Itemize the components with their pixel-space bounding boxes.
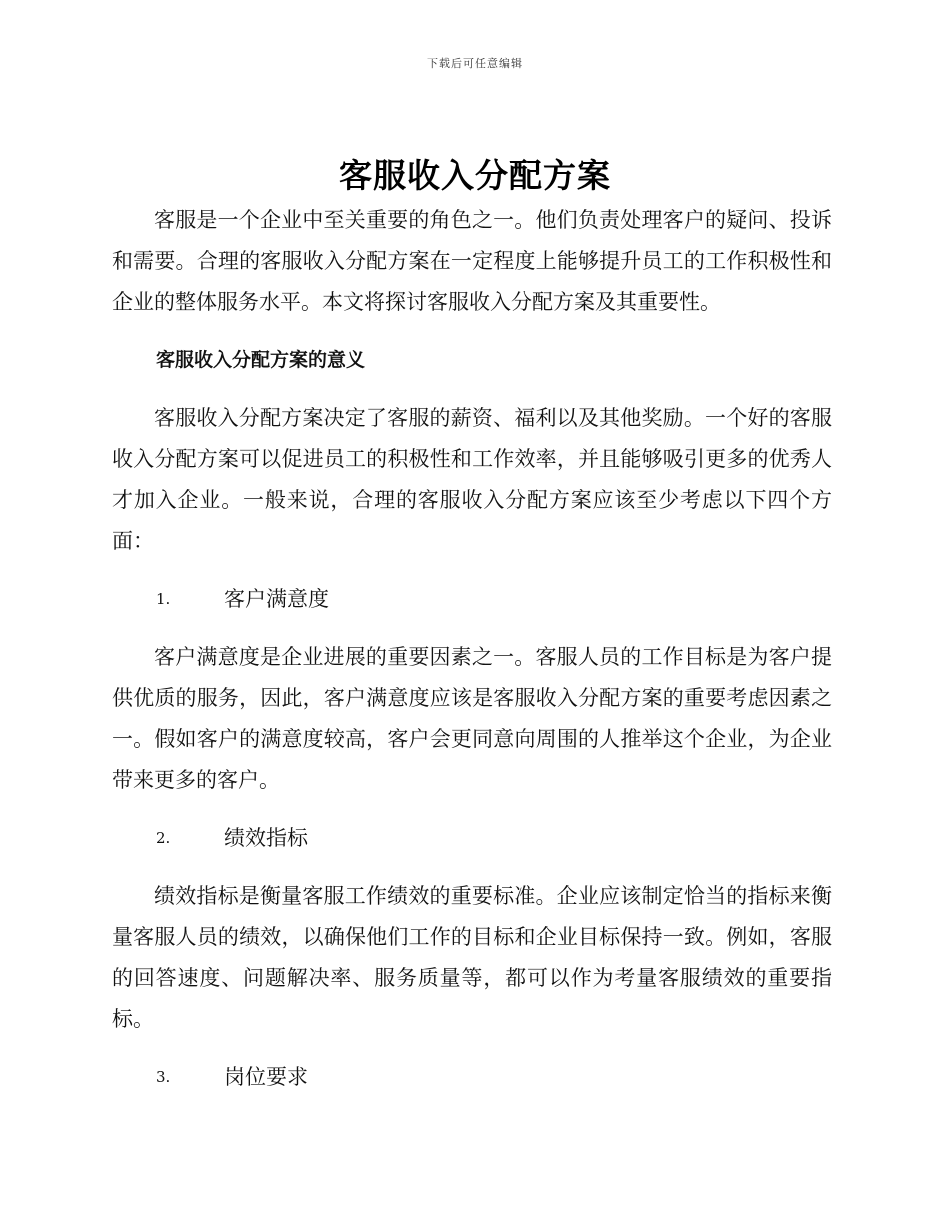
list-item-2-paragraph: 绩效指标是衡量客服工作绩效的重要标准。企业应该制定恰当的指标来衡量客服人员的绩效，以确保他们工作的目标和企业目标保持一致。例如，客服的回答速度、问题解决率、服务质量等，都可以作为考量客服绩效的重要指标。 <box>112 884 832 1031</box>
list-number: 2. <box>156 829 171 847</box>
list-label: 客户满意度 <box>224 587 329 611</box>
section-heading: 客服收入分配方案的意义 <box>156 349 366 371</box>
document-body <box>112 200 832 1098</box>
list-label: 绩效指标 <box>224 826 308 850</box>
list-item-2 <box>112 818 832 859</box>
list-number: 3. <box>156 1068 171 1086</box>
list-label: 岗位要求 <box>224 1065 308 1089</box>
intro-paragraph: 客服是一个企业中至关重要的角色之一。他们负责处理客户的疑问、投诉和需要。合理的客服收入分配方案在一定程度上能够提升员工的工作积极性和企业的整体服务水平。本文将探讨客服收入分配方案及其重要性。 <box>112 208 832 314</box>
section-paragraph: 客服收入分配方案决定了客服的薪资、福利以及其他奖励。一个好的客服收入分配方案可以促进员工的积极性和工作效率，并且能够吸引更多的优秀人才加入企业。一般来说，合理的客服收入分配方案应该至少考虑以下四个方面： <box>112 406 832 553</box>
list-item-3 <box>112 1057 832 1098</box>
list-number: 1. <box>156 590 171 608</box>
document-title: 客服收入分配方案 <box>339 156 611 195</box>
list-item-1 <box>112 579 832 620</box>
page-header: 下载后可任意编辑 <box>427 57 523 70</box>
list-item-1-paragraph: 客户满意度是企业进展的重要因素之一。客服人员的工作目标是为客户提供优质的服务，因此，客户满意度应该是客服收入分配方案的重要考虑因素之一。假如客户的满意度较高，客户会更同意向周围的人推举这个企业，为企业带来更多的客户。 <box>112 645 832 792</box>
